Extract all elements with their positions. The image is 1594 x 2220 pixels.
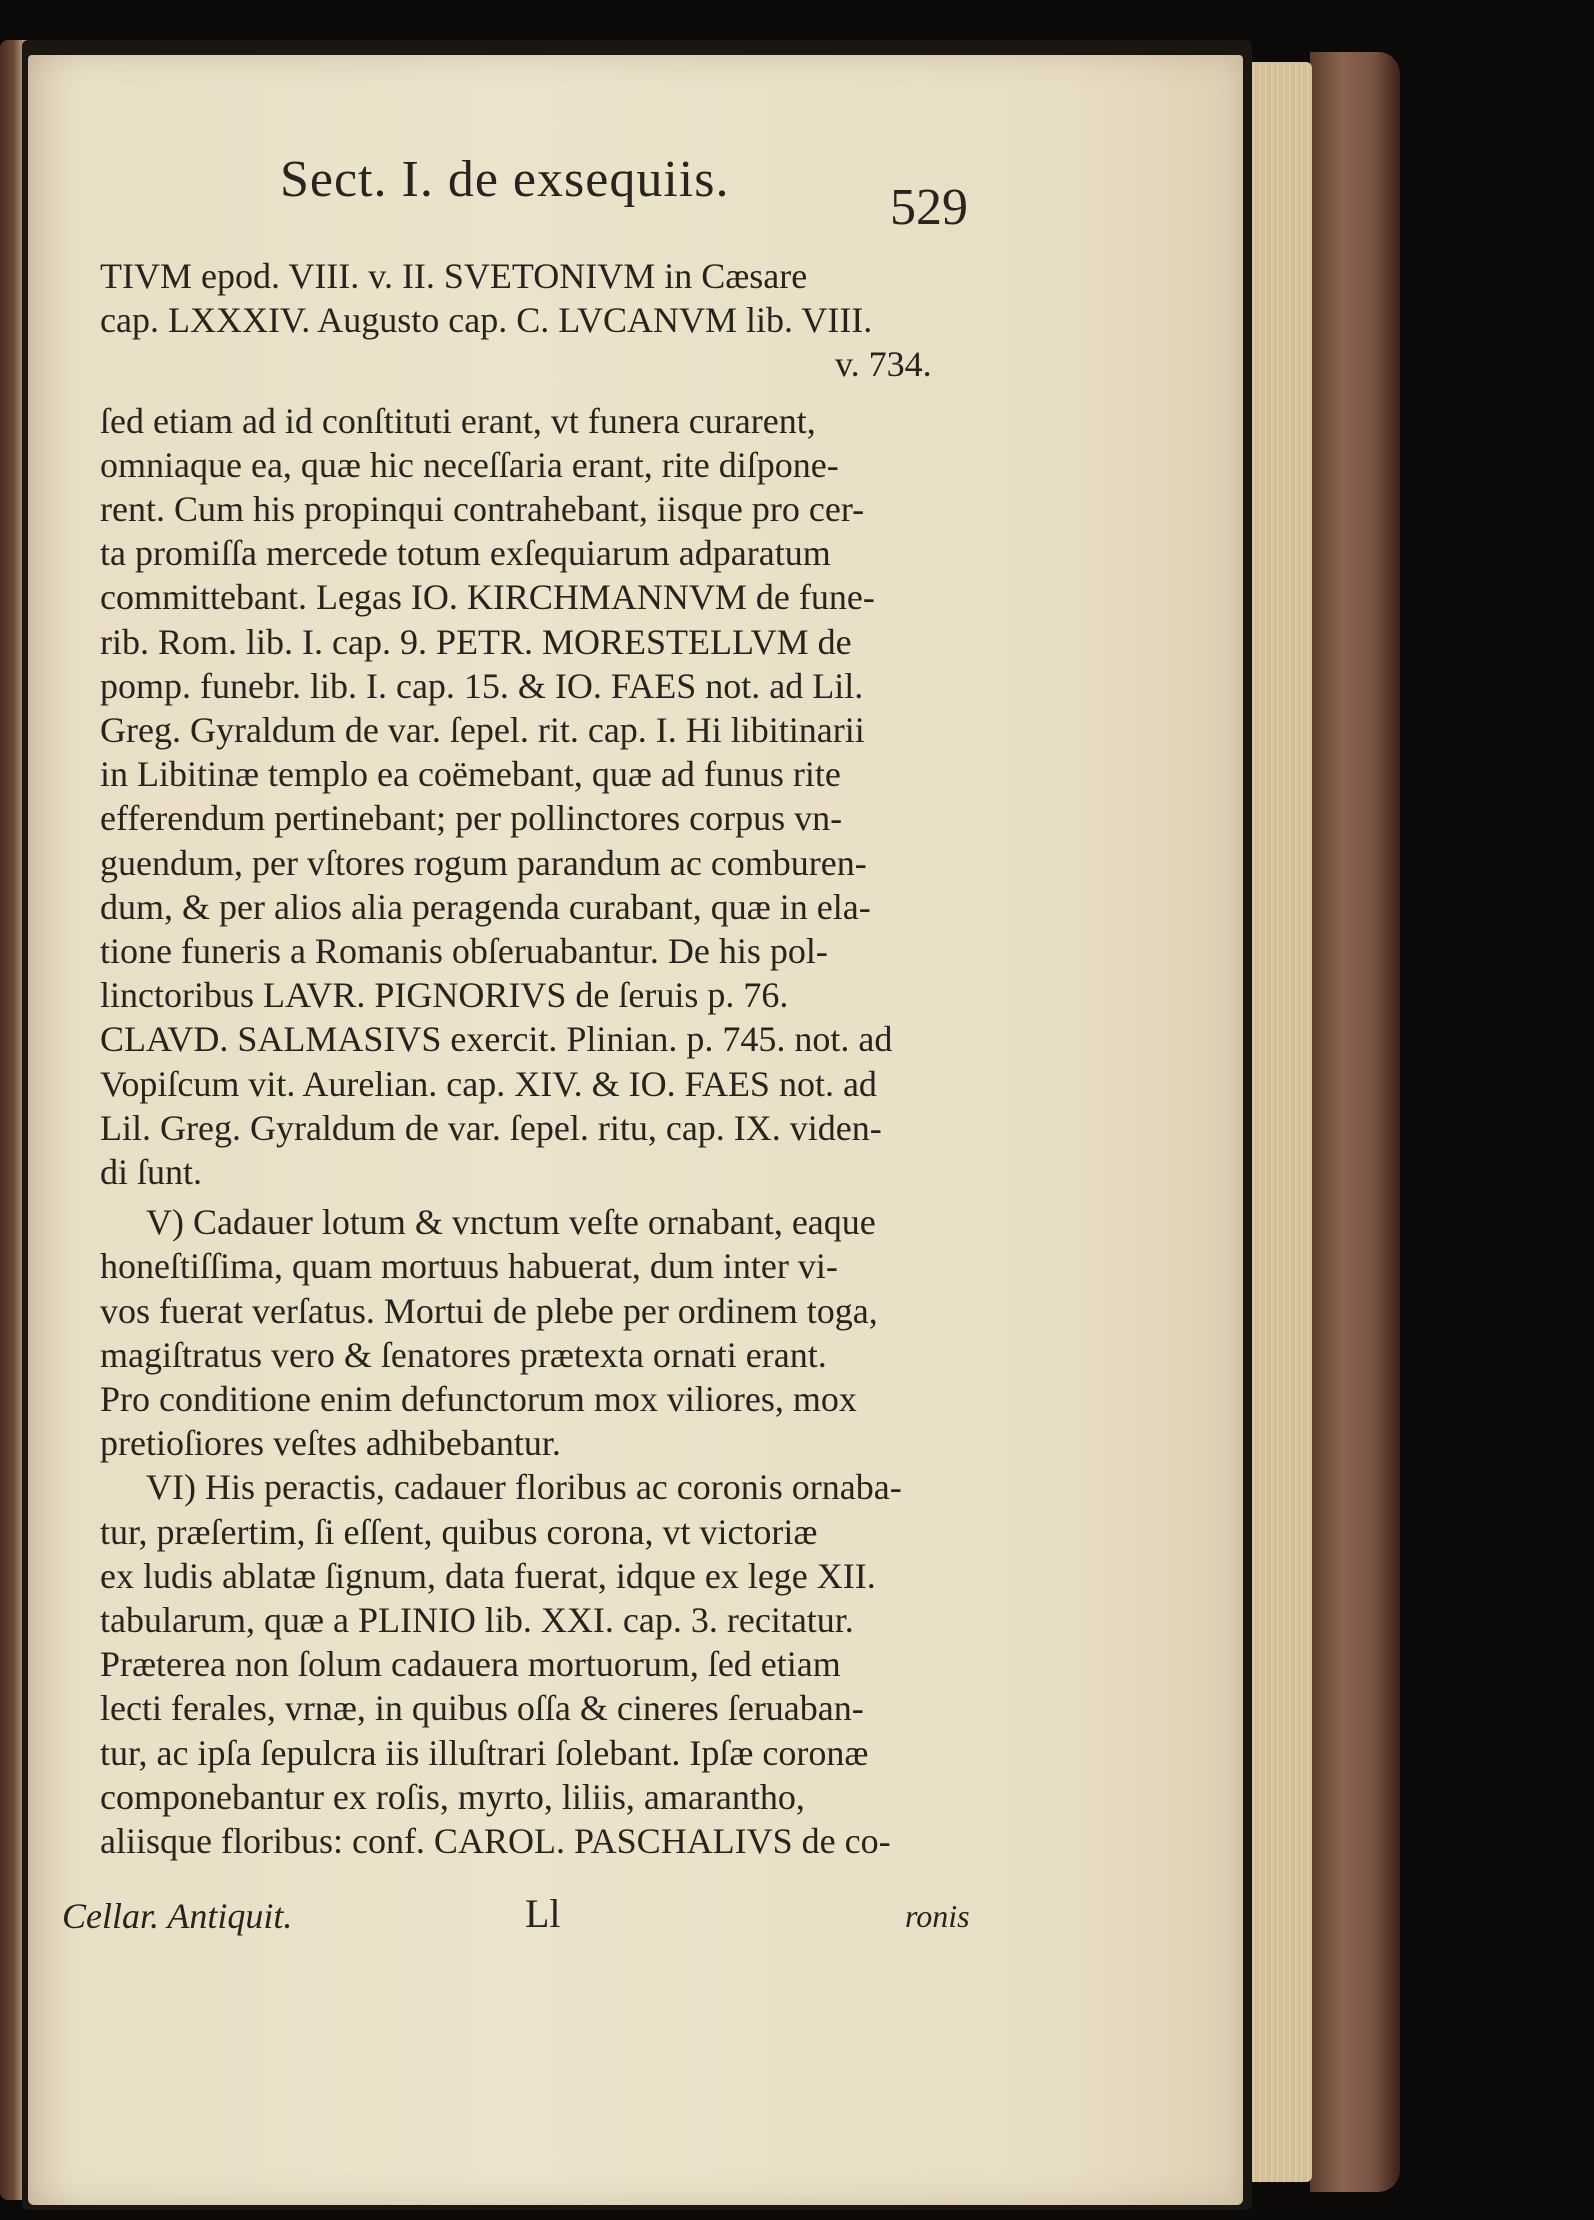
text-line: tur, ac ipſa ſepulcra iis illuſtrari ſolebant. Ipſæ coronæ [100,1732,869,1773]
text-line: in Libitinæ templo ea coëmebant, quæ ad funus rite [100,754,841,795]
text-line: pretioſiores veſtes adhibebantur. [100,1423,561,1464]
text-line: efferendum pertinebant; per pollinctores corpus vn- [100,798,843,839]
text-line: componebantur ex roſis, myrto, liliis, amarantho, [100,1776,805,1817]
page-number: 529 [890,179,968,236]
text-line: TIVM epod. VIII. v. II. SVETONIVM in Cæsare [100,256,808,296]
text-line: ta promiſſa mercede totum exſequiarum adparatum [100,533,831,574]
footer-title: Cellar. Antiquit. [62,1896,293,1936]
text-line: Greg. Gyraldum de var. ſepel. rit. cap. I. Hi libitinarii [100,710,865,750]
text-line: rent. Cum his propinqui contrahebant, iisque pro cer- [100,489,865,529]
text-line: lecti ferales, vrnæ, in quibus oſſa & cineres ſeruaban- [100,1688,864,1729]
running-head: Sect. I. de exsequiis. [280,151,730,208]
text-line: ſed etiam ad id conſtituti erant, vt funera curarent, [100,400,816,441]
text-line: Pro conditione enim defunctorum mox viliores, mox [100,1379,857,1419]
text-line: honeſtiſſima, quam mortuus habuerat, dum inter vi- [100,1246,838,1287]
text-line: V) Cadauer lotum & vnctum veſte ornabant, eaque [146,1202,876,1243]
text-line: pomp. funebr. lib. I. cap. 15. & IO. FAES not. ad Lil. [100,665,864,706]
signature-mark: Ll [525,1891,561,1936]
text-line: tur, præſertim, ſi eſſent, quibus corona, vt victoriæ [100,1511,818,1552]
text-line: CLAVD. SALMASIVS exercit. Plinian. p. 745. not. ad [100,1019,893,1060]
text-line: di ſunt. [100,1152,203,1192]
text-line: Præterea non ſolum cadauera mortuorum, ſed etiam [100,1644,841,1685]
catchword: ronis [905,1898,970,1934]
text-line: VI) His peractis, cadauer floribus ac coronis ornaba- [146,1467,902,1508]
text-line: tabularum, quæ a PLINIO lib. XXI. cap. 3. recitatur. [100,1600,854,1640]
text-line: magiſtratus vero & ſenatores prætexta ornati erant. [100,1334,827,1375]
text-line: Lil. Greg. Gyraldum de var. ſepel. ritu, cap. IX. viden- [100,1107,882,1148]
text-line: cap. LXXXIV. Augusto cap. C. LVCANVM lib. VIII. [100,300,873,341]
text-line: linctoribus LAVR. PIGNORIVS de ſeruis p. 76. [100,975,789,1016]
text-line: vos fuerat verſatus. Mortui de plebe per ordinem toga, [100,1290,878,1331]
text-line: committebant. Legas IO. KIRCHMANNVM de fune- [100,577,875,618]
text-line: dum, & per alios alia peragenda curabant, quæ in ela- [100,886,871,927]
text-line: v. 734. [835,344,932,385]
text-line: tione funeris a Romanis obſeruabantur. De his pol- [100,931,828,971]
text-line: ex ludis ablatæ ſignum, data fuerat, idque ex lege XII. [100,1555,876,1596]
book-cover-edge [1310,52,1400,2192]
text-line: aliisque floribus: conf. CAROL. PASCHALIVS de co- [100,1821,891,1861]
text-line: Vopiſcum vit. Aurelian. cap. XIV. & IO. FAES not. ad [100,1063,877,1104]
text-line: guendum, per vſtores rogum parandum ac comburen- [100,842,867,883]
text-line: omniaque ea, quæ hic neceſſaria erant, rite diſpone- [100,444,839,485]
text-line: rib. Rom. lib. I. cap. 9. PETR. MORESTELLVM de [100,621,852,662]
